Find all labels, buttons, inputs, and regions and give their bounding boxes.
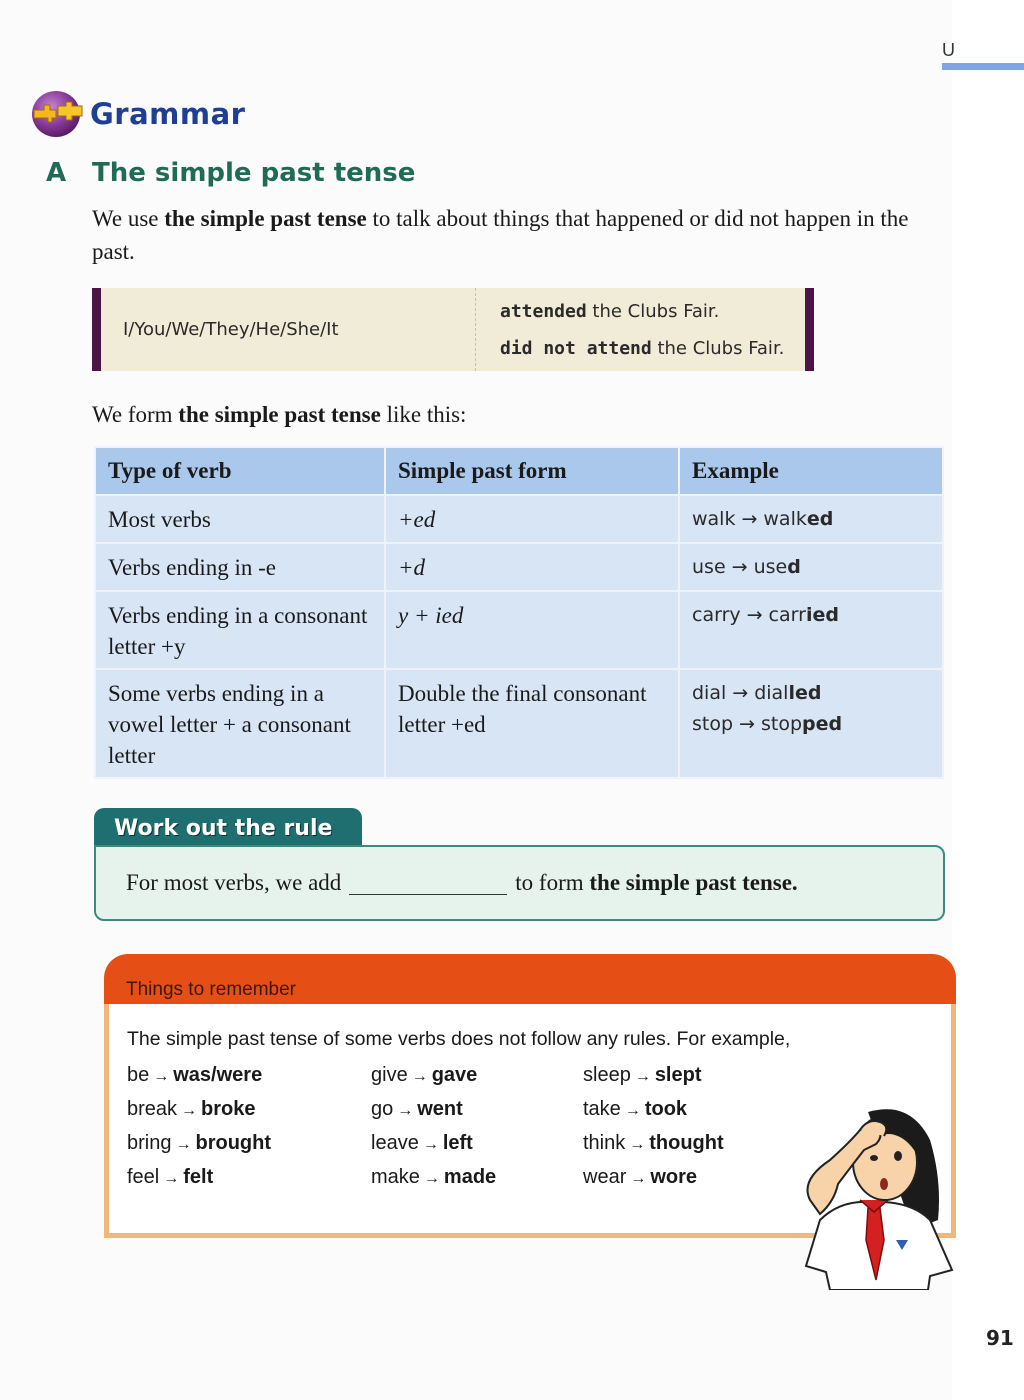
arrow-icon: → bbox=[153, 1068, 170, 1085]
irregular-verb-item bbox=[583, 1166, 793, 1189]
rule-text-bold: the simple past tense. bbox=[589, 870, 798, 895]
work-out-rule-box bbox=[94, 845, 945, 921]
intro-paragraph bbox=[92, 202, 922, 268]
irregular-verb-item bbox=[371, 1098, 583, 1121]
verb-past: brought bbox=[195, 1132, 272, 1154]
example-past-ending: d bbox=[787, 556, 801, 578]
example-past-ending: ped bbox=[802, 713, 843, 735]
cell-simple-past-form: y + ied bbox=[385, 591, 679, 669]
simple-past-form-table bbox=[94, 446, 944, 779]
subsection-heading bbox=[46, 158, 415, 188]
intro-bold: the simple past tense bbox=[164, 206, 367, 231]
page-number: 91 bbox=[986, 1326, 1014, 1350]
subsection-title: The simple past tense bbox=[92, 158, 416, 188]
verb-past: thought bbox=[649, 1132, 724, 1154]
arrow-icon: → bbox=[630, 1170, 647, 1187]
section-title: Grammar bbox=[90, 97, 246, 131]
arrow-icon: → bbox=[397, 1102, 414, 1119]
arrow-icon: → bbox=[624, 1102, 641, 1119]
form-intro-bold: the simple past tense bbox=[178, 402, 381, 427]
arrow-icon: → bbox=[741, 508, 758, 530]
arrow-icon: → bbox=[422, 1136, 439, 1153]
verb-past: left bbox=[442, 1132, 473, 1154]
verb-base: bring bbox=[127, 1132, 172, 1154]
verb-past: went bbox=[417, 1098, 463, 1120]
irregular-verb-item bbox=[583, 1132, 793, 1155]
verb-base: make bbox=[371, 1166, 420, 1188]
irregular-verb-item bbox=[583, 1064, 793, 1087]
page-margin bbox=[952, 0, 1024, 1400]
arrow-icon: → bbox=[629, 1136, 646, 1153]
negative-rest: the Clubs Fair. bbox=[651, 337, 785, 359]
unit-tab-label: U bbox=[942, 40, 955, 60]
remember-title: Things to remember bbox=[104, 954, 956, 1004]
work-out-rule-tab: Work out the rule bbox=[94, 808, 362, 848]
verb-base: sleep bbox=[583, 1064, 631, 1086]
verb-past: was/were bbox=[173, 1064, 263, 1086]
irregular-verb-list bbox=[127, 1064, 793, 1189]
example-past-ending: ed bbox=[806, 508, 834, 530]
negative-verb: did not attend bbox=[500, 337, 652, 359]
cell-example bbox=[679, 669, 943, 778]
example-pair bbox=[692, 600, 930, 631]
intro-text-rest: to talk about things that happened or did not happen in the past. bbox=[92, 206, 909, 264]
example-base-verb: use bbox=[692, 556, 726, 578]
arrow-icon: → bbox=[731, 556, 748, 578]
verb-past: felt bbox=[183, 1166, 214, 1188]
verb-base: leave bbox=[371, 1132, 419, 1154]
arrow-icon: → bbox=[423, 1170, 440, 1187]
example-base-verb: dial bbox=[692, 682, 727, 704]
confused-girl-illustration bbox=[780, 1090, 960, 1290]
example-past-ending: ied bbox=[805, 604, 839, 626]
arrow-icon: → bbox=[175, 1136, 192, 1153]
header-simple-past-form: Simple past form bbox=[385, 447, 679, 495]
example-base-verb: carry bbox=[692, 604, 741, 626]
table-header-row bbox=[95, 447, 943, 495]
verb-base: think bbox=[583, 1132, 626, 1154]
irregular-verb-item bbox=[371, 1166, 583, 1189]
verb-base: give bbox=[371, 1064, 408, 1086]
arrow-icon: → bbox=[746, 604, 763, 626]
negative-example bbox=[500, 338, 805, 359]
affirmative-verb: attended bbox=[500, 300, 587, 322]
example-base-verb: stop bbox=[692, 713, 734, 735]
grammar-heading bbox=[30, 88, 245, 140]
irregular-verb-item bbox=[371, 1132, 583, 1155]
cell-example bbox=[679, 495, 943, 543]
example-pair bbox=[692, 678, 930, 709]
example-past-stem: walk bbox=[763, 508, 807, 530]
example-pair bbox=[692, 709, 930, 740]
table-row bbox=[95, 669, 943, 778]
verb-past: wore bbox=[650, 1166, 698, 1188]
cell-example bbox=[679, 543, 943, 591]
subsection-letter: A bbox=[46, 158, 67, 188]
header-type-of-verb: Type of verb bbox=[95, 447, 385, 495]
verb-base: break bbox=[127, 1098, 178, 1120]
header-example: Example bbox=[679, 447, 943, 495]
unit-tab-bar bbox=[942, 63, 1024, 70]
arrow-icon: → bbox=[411, 1068, 428, 1085]
table-row bbox=[95, 495, 943, 543]
verb-past: gave bbox=[431, 1064, 478, 1086]
rule-text-after: to form bbox=[515, 870, 584, 895]
verb-base: go bbox=[371, 1098, 394, 1120]
cell-type-of-verb: Most verbs bbox=[95, 495, 385, 543]
verb-past: took bbox=[644, 1098, 688, 1120]
puzzle-icon bbox=[30, 88, 86, 140]
affirmative-example bbox=[500, 301, 805, 322]
example-pair bbox=[692, 552, 930, 583]
example-past-stem: carr bbox=[768, 604, 806, 626]
arrow-icon: → bbox=[634, 1068, 651, 1085]
table-row bbox=[95, 591, 943, 669]
irregular-verb-item bbox=[127, 1098, 371, 1121]
example-base-verb: walk bbox=[692, 508, 736, 530]
form-intro-rest: like this: bbox=[380, 402, 467, 427]
cell-type-of-verb: Some verbs ending in a vowel letter + a consonant letter bbox=[95, 669, 385, 778]
cell-type-of-verb: Verbs ending in -e bbox=[95, 543, 385, 591]
rule-answer-blank[interactable] bbox=[349, 872, 507, 895]
verb-base: feel bbox=[127, 1166, 160, 1188]
arrow-icon: → bbox=[163, 1170, 180, 1187]
arrow-icon: → bbox=[739, 713, 755, 735]
verb-base: wear bbox=[583, 1166, 627, 1188]
example-pair bbox=[692, 504, 930, 535]
example-sentence-box bbox=[92, 288, 814, 371]
verb-base: take bbox=[583, 1098, 621, 1120]
predicate-list bbox=[476, 288, 805, 371]
remember-intro: The simple past tense of some verbs does not follow any rules. For example, bbox=[127, 1028, 791, 1050]
form-intro-text: We form bbox=[92, 402, 179, 427]
cell-type-of-verb: Verbs ending in a consonant letter +y bbox=[95, 591, 385, 669]
irregular-verb-item bbox=[127, 1132, 371, 1155]
table-row bbox=[95, 543, 943, 591]
example-past-stem: stop bbox=[760, 713, 803, 735]
cell-example bbox=[679, 591, 943, 669]
cell-simple-past-form: Double the final consonant letter +ed bbox=[385, 669, 679, 778]
example-past-ending: led bbox=[788, 682, 822, 704]
irregular-verb-item bbox=[371, 1064, 583, 1087]
form-intro bbox=[92, 402, 466, 428]
affirmative-rest: the Clubs Fair. bbox=[586, 300, 720, 322]
verb-past: slept bbox=[654, 1064, 702, 1086]
arrow-icon: → bbox=[732, 682, 749, 704]
arrow-icon: → bbox=[181, 1102, 198, 1119]
cell-simple-past-form: +ed bbox=[385, 495, 679, 543]
verb-base: be bbox=[127, 1064, 150, 1086]
example-past-stem: dial bbox=[754, 682, 789, 704]
verb-past: made bbox=[443, 1166, 497, 1188]
cell-simple-past-form: +d bbox=[385, 543, 679, 591]
irregular-verb-item bbox=[127, 1166, 371, 1189]
subject-list: I/You/We/They/He/She/It bbox=[101, 288, 476, 371]
verb-past: broke bbox=[201, 1098, 256, 1120]
irregular-verb-item bbox=[583, 1098, 793, 1121]
intro-text: We use bbox=[92, 206, 165, 231]
rule-text-before: For most verbs, we add bbox=[126, 870, 342, 895]
irregular-verb-item bbox=[127, 1064, 371, 1087]
example-past-stem: use bbox=[753, 556, 788, 578]
